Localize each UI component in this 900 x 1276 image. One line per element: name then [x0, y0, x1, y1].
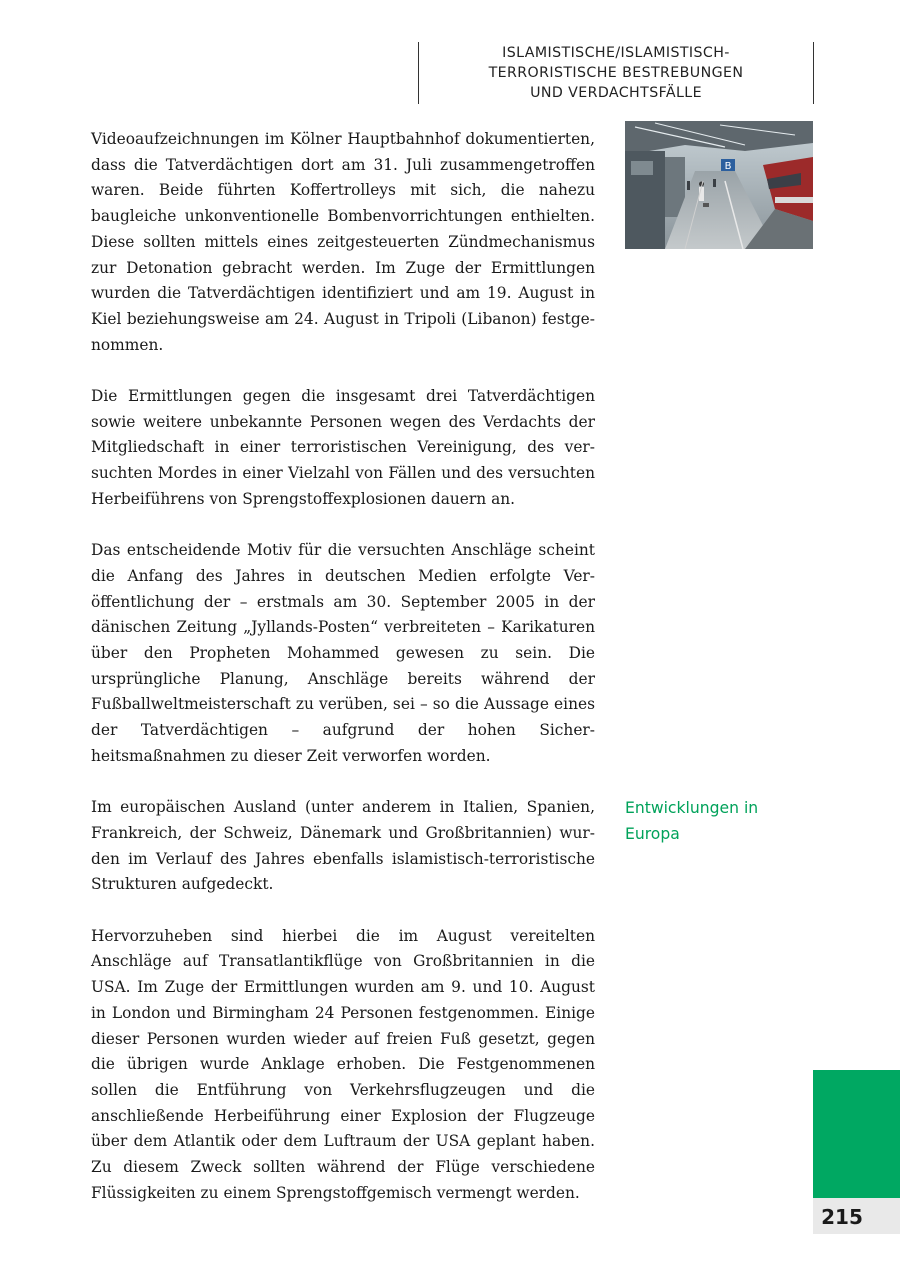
- page-number: 215: [821, 1205, 863, 1229]
- paragraph-5: Hervorzuheben sind hierbei die im August vereitelten Anschläge auf Transatlantikflüge von Großbritannien in die USA. Im Zuge der Ermittlungen wurden am 9. und 10. August in London und Birmingham 24 Personen festgenommen. Einige dieser Personen wurden wieder auf freien Fuß gesetzt, gegen die übrigen wurde Anklage erhoben. Die Festgenommenen sollen die Entführung von Verkehrsflugzeugen und die anschließende Herbeiführung einer Explosion der Flugzeuge über dem Atlantik oder dem Luftraum der USA geplant haben. Zu diesem Zweck sollten während der Flüge verschiedene Flüssigkeiten zu einem Sprengstoffgemisch vermengt werden.: [91, 926, 595, 1202]
- paragraph-3: Das entscheidende Motiv für die versuchten Anschläge scheint die Anfang des Jahres in deutschen Medien erfolgte Veröffentlichung der – erstmals am 30. September 2005 in der dänischen Zeitung „Jyllands-Posten“ verbreiteten – Karikaturen über den Propheten Mohammed gewesen zu sein. Die ursprüngliche Planung, Anschläge bereits während der Fußballweltmeisterschaft zu verüben, sei – so die Aussage eines der Tatverdächtigen – aufgrund der hohen Sicherheitsmaßnahmen zu dieser Zeit verworfen worden.: [91, 541, 595, 765]
- running-header-line-1: ISLAMISTISCHE/ISLAMISTISCH-: [502, 45, 730, 61]
- station-photo: [625, 121, 813, 249]
- header-rule-left: [418, 42, 419, 104]
- paragraph-2: Die Ermittlungen gegen die insgesamt drei Tatverdächtigen sowie weitere unbekannte Personen wegen des Verdachts der Mitgliedschaft in einer terroristischen Vereinigung, des versuchten Mordes in einer Vielzahl von Fällen und des versuchten Herbeiführens von Sprengstoffexplosionen dauern an.: [91, 387, 595, 508]
- paragraph-1: Videoaufzeichnungen im Kölner Hauptbahnhof dokumentierten, dass die Tatverdächtigen dort am 31. Juli zusammengetroffen waren. Beide führten Koffertrolleys mit sich, die nahezu baugleiche unkonventionelle Bombenvorrichtungen enthielten. Diese sollten mittels eines zeitgesteuerten Zündmechanismus zur Detonation gebracht werden. Im Zuge der Ermittlungen wurden die Tatverdächtigen identifiziert und am 19. August in Kiel beziehungsweise am 24. August in Tripoli (Libanon) festgenommen.: [91, 130, 595, 354]
- margin-note: [625, 795, 795, 847]
- running-header-line-2: TERRORISTISCHE BESTREBUNGEN: [488, 65, 744, 81]
- body-text: [91, 127, 595, 1232]
- header-rule-right: [813, 42, 814, 104]
- running-header: [420, 43, 812, 103]
- running-header-line-3: UND VERDACHTSFÄLLE: [530, 85, 702, 101]
- paragraph-4: Im europäischen Ausland (unter anderem in Italien, Spanien, Frankreich, der Schweiz, Dänemark und Großbritannien) wurden im Verlauf des Jahres ebenfalls islamistisch-terroristische Strukturen aufgedeckt.: [91, 798, 595, 894]
- chapter-color-tab: [813, 1070, 900, 1198]
- margin-note-line-1: Entwicklungen in: [625, 799, 759, 817]
- platform-sign-letter: B: [724, 161, 732, 172]
- margin-note-line-2: Europa: [625, 825, 680, 843]
- station-photo-illustration: [625, 121, 813, 249]
